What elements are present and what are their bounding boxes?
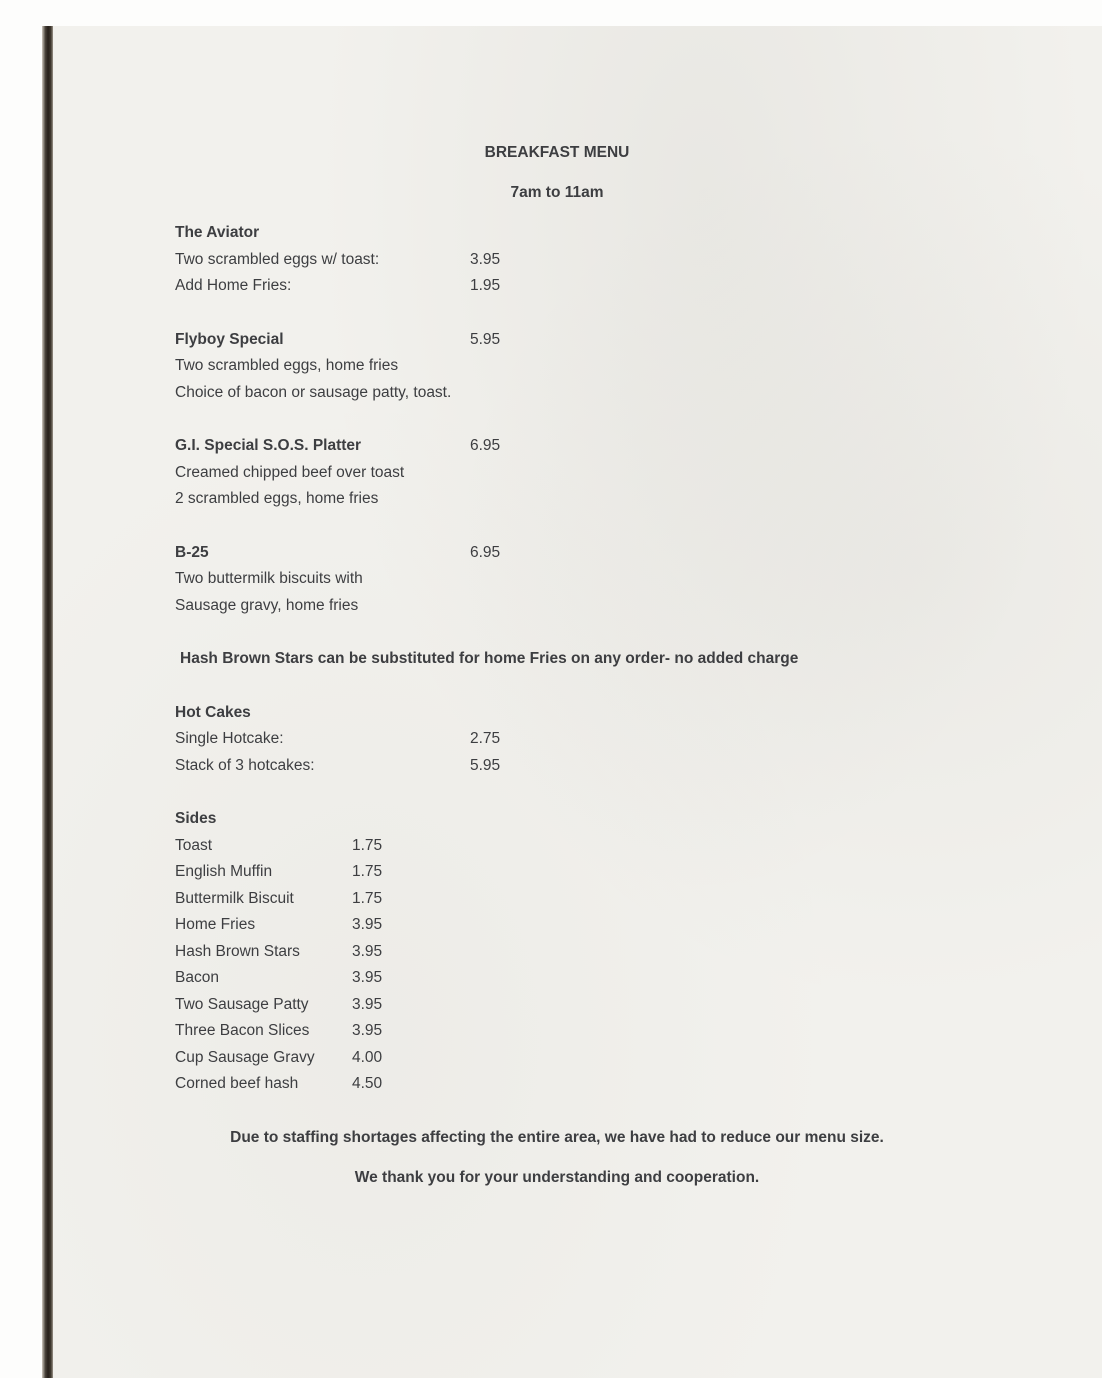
menu-item-row xyxy=(175,1071,1061,1098)
menu-item-row xyxy=(175,833,1061,860)
menu-section-b25 xyxy=(53,540,1061,620)
menu-item-row xyxy=(175,965,1061,992)
section-header-row xyxy=(175,327,1061,354)
menu-item-row xyxy=(175,353,1061,380)
item-price: 4.50 xyxy=(352,1075,383,1092)
section-header-row xyxy=(175,700,1061,727)
item-label: Two Sausage Patty xyxy=(175,995,309,1013)
item-label: Corned beef hash xyxy=(175,1075,299,1092)
section-name: Sides xyxy=(175,810,217,827)
item-label: Stack of 3 hotcakes: xyxy=(175,756,315,774)
menu-item-row xyxy=(175,939,1061,966)
menu-item-row xyxy=(175,992,1061,1019)
menu-hours: 7am to 11am xyxy=(510,183,604,201)
menu-item-row xyxy=(175,726,1061,753)
menu-section-sides xyxy=(53,806,1061,1098)
section-name: G.I. Special S.O.S. Platter xyxy=(175,437,362,454)
item-label: Buttermilk Biscuit xyxy=(175,889,294,907)
item-price: 3.95 xyxy=(352,916,383,933)
menu-page xyxy=(53,26,1102,1378)
item-price: 1.95 xyxy=(470,277,501,294)
item-price: 3.95 xyxy=(470,250,501,268)
item-price: 3.95 xyxy=(352,942,383,960)
section-header-row xyxy=(175,433,1061,460)
section-header-row xyxy=(175,220,1061,247)
menu-section-flyboy-special xyxy=(53,327,1061,407)
item-price: 4.00 xyxy=(352,1048,383,1066)
menu-item-row xyxy=(175,886,1061,913)
item-label: Sausage gravy, home fries xyxy=(175,596,359,614)
item-price: 5.95 xyxy=(470,756,501,774)
substitution-note: Hash Brown Stars can be substituted for home Fries on any order- no added charge xyxy=(180,650,799,667)
item-label: Three Bacon Slices xyxy=(175,1022,310,1039)
section-name: B-25 xyxy=(175,543,209,561)
scan-spine-shadow xyxy=(42,26,53,1378)
menu-item-row xyxy=(175,593,1061,620)
item-label: Bacon xyxy=(175,969,219,986)
item-price: 3.95 xyxy=(352,969,383,986)
menu-content xyxy=(53,26,1061,1192)
menu-item-row xyxy=(175,912,1061,939)
footer-note-thanks: We thank you for your understanding and cooperation. xyxy=(354,1169,760,1186)
menu-item-row xyxy=(175,247,1061,274)
menu-section-hot-cakes xyxy=(53,700,1061,780)
menu-item-row xyxy=(175,859,1061,886)
section-price: 6.95 xyxy=(470,437,501,454)
item-price: 3.95 xyxy=(352,995,383,1013)
page-title: BREAKFAST MENU xyxy=(484,144,630,161)
item-label: Two scrambled eggs w/ toast: xyxy=(175,250,380,268)
section-price: 6.95 xyxy=(470,543,501,561)
section-name: Hot Cakes xyxy=(175,703,251,721)
menu-item-row xyxy=(175,460,1061,487)
menu-item-row xyxy=(175,1018,1061,1045)
menu-section-the-aviator xyxy=(53,220,1061,300)
menu-item-row xyxy=(175,273,1061,300)
menu-item-row xyxy=(175,566,1061,593)
item-price: 1.75 xyxy=(352,889,383,907)
item-label: Cup Sausage Gravy xyxy=(175,1048,315,1066)
menu-item-row xyxy=(175,1045,1061,1072)
item-label: Two scrambled eggs, home fries xyxy=(175,357,399,374)
menu-item-row xyxy=(175,486,1061,513)
item-label: Single Hotcake: xyxy=(175,730,284,747)
menu-section-gi-special xyxy=(53,433,1061,513)
item-price: 1.75 xyxy=(352,836,383,854)
footer-note-staffing: Due to staffing shortages affecting the entire area, we have had to reduce our menu size. xyxy=(230,1128,884,1146)
section-header-row xyxy=(175,806,1061,833)
item-label: Home Fries xyxy=(175,916,256,933)
item-label: Toast xyxy=(175,836,213,854)
item-label: 2 scrambled eggs, home fries xyxy=(175,490,379,507)
item-price: 1.75 xyxy=(352,863,383,880)
item-price: 2.75 xyxy=(470,730,501,747)
section-price: 5.95 xyxy=(470,330,501,348)
item-label: Choice of bacon or sausage patty, toast. xyxy=(175,383,452,401)
item-label: Two buttermilk biscuits with xyxy=(175,570,363,587)
menu-item-row xyxy=(175,380,1061,407)
section-name: Flyboy Special xyxy=(175,330,284,348)
item-label: English Muffin xyxy=(175,863,273,880)
menu-item-row xyxy=(175,753,1061,780)
section-header-row xyxy=(175,540,1061,567)
item-price: 3.95 xyxy=(352,1022,383,1039)
item-label: Add Home Fries: xyxy=(175,277,292,294)
section-name: The Aviator xyxy=(175,224,260,241)
item-label: Hash Brown Stars xyxy=(175,942,300,960)
item-label: Creamed chipped beef over toast xyxy=(175,463,405,481)
